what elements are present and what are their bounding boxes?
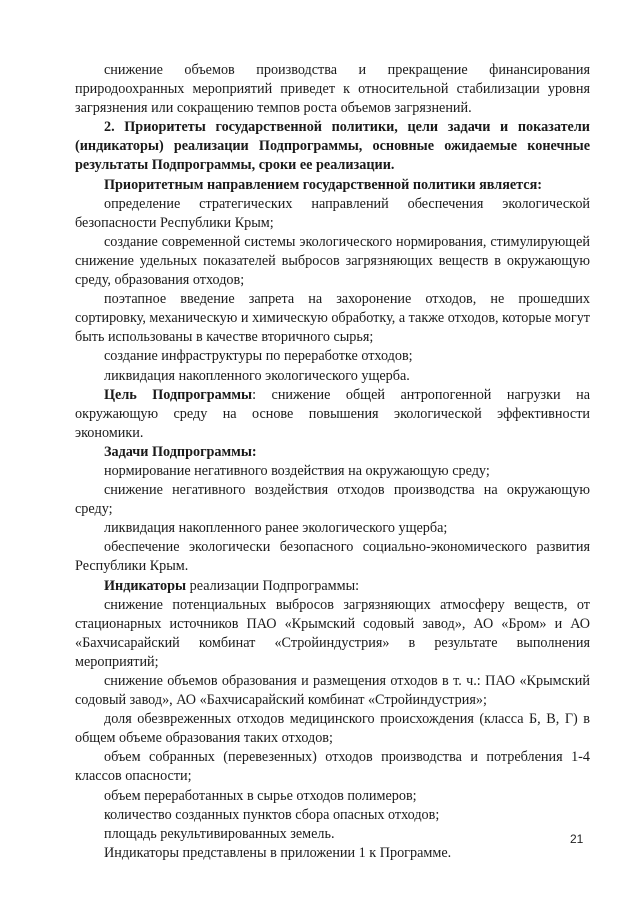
goal-paragraph bbox=[75, 386, 590, 443]
goal-label: Цель Подпрограммы bbox=[104, 386, 253, 403]
priority-item: создание современной системы экологического нормирования, стимулирующей снижение удельных показателей выбросов загрязняющих веществ в окружающую среду, образования отходов; bbox=[75, 233, 590, 289]
priority-item: создание инфраструктуры по переработке отходов; bbox=[104, 348, 413, 365]
document-page bbox=[75, 61, 590, 863]
priority-item: ликвидация накопленного экологического ущерба. bbox=[104, 367, 410, 384]
priority-item: определение стратегических направлений обеспечения экологической безопасности Республики Крым; bbox=[75, 195, 590, 231]
indicator-item: снижение объемов образования и размещения отходов в т. ч.: ПАО «Крымский содовый завод», АО «Бахчисарайский комбинат «Стройиндустрия»; bbox=[75, 673, 590, 709]
intro-paragraph: снижение объемов производства и прекращение финансирования природоохранных мероприятий приведет к относительной стабилизации уровня загрязнения или сокращению темпов роста объемов загрязнений. bbox=[75, 62, 590, 117]
task-item: обеспечение экологически безопасного социально-экономического развития Республики Крым. bbox=[75, 539, 590, 575]
tasks-heading: Задачи Подпрограммы: bbox=[104, 443, 257, 460]
indicators-text: реализации Подпрограммы: bbox=[186, 577, 360, 594]
section-heading: 2. Приоритеты государственной политики, цели задачи и показатели (индикаторы) реализации Подпрограммы, основные ожидаемые конечные результаты Подпрограммы, сроки ее реализации. bbox=[75, 119, 590, 174]
task-item: нормирование негативного воздействия на окружающую среду; bbox=[104, 462, 490, 479]
priority-item: поэтапное введение запрета на захоронение отходов, не прошедших сортировку, механическую и химическую обработку, а также отходов, которые могут быть использованы в качестве вторичного сырья; bbox=[75, 291, 590, 346]
goal-text: : снижение общей антропогенной нагрузки на окружающую среду на основе повышения экологической эффективности экономики. bbox=[75, 386, 590, 441]
priority-heading: Приоритетным направлением государственной политики является: bbox=[104, 176, 543, 193]
indicators-label: Индикаторы bbox=[104, 577, 187, 594]
task-item: снижение негативного воздействия отходов производства на окружающую среду; bbox=[75, 482, 590, 518]
indicator-item: объем переработанных в сырье отходов полимеров; bbox=[104, 787, 417, 804]
page-number: 21 bbox=[570, 832, 584, 846]
closing-paragraph: Индикаторы представлены в приложении 1 к Программе. bbox=[104, 844, 452, 861]
indicator-item: объем собранных (перевезенных) отходов производства и потребления 1-4 классов опасности; bbox=[75, 749, 590, 785]
indicators-paragraph bbox=[75, 577, 590, 596]
indicator-item: количество созданных пунктов сбора опасных отходов; bbox=[104, 806, 440, 823]
indicator-item: снижение потенциальных выбросов загрязняющих атмосферу веществ, от стационарных источников ПАО «Крымский содовый завод», АО «Бром» и АО «Бахчисарайский комбинат «Стройиндустрия» в результате выполнения мероприятий; bbox=[75, 596, 590, 670]
indicator-item: доля обезвреженных отходов медицинского происхождения (класса Б, В, Г) в общем объеме образования таких отходов; bbox=[75, 711, 590, 747]
task-item: ликвидация накопленного ранее экологического ущерба; bbox=[104, 520, 448, 537]
indicator-item: площадь рекультивированных земель. bbox=[104, 825, 335, 842]
